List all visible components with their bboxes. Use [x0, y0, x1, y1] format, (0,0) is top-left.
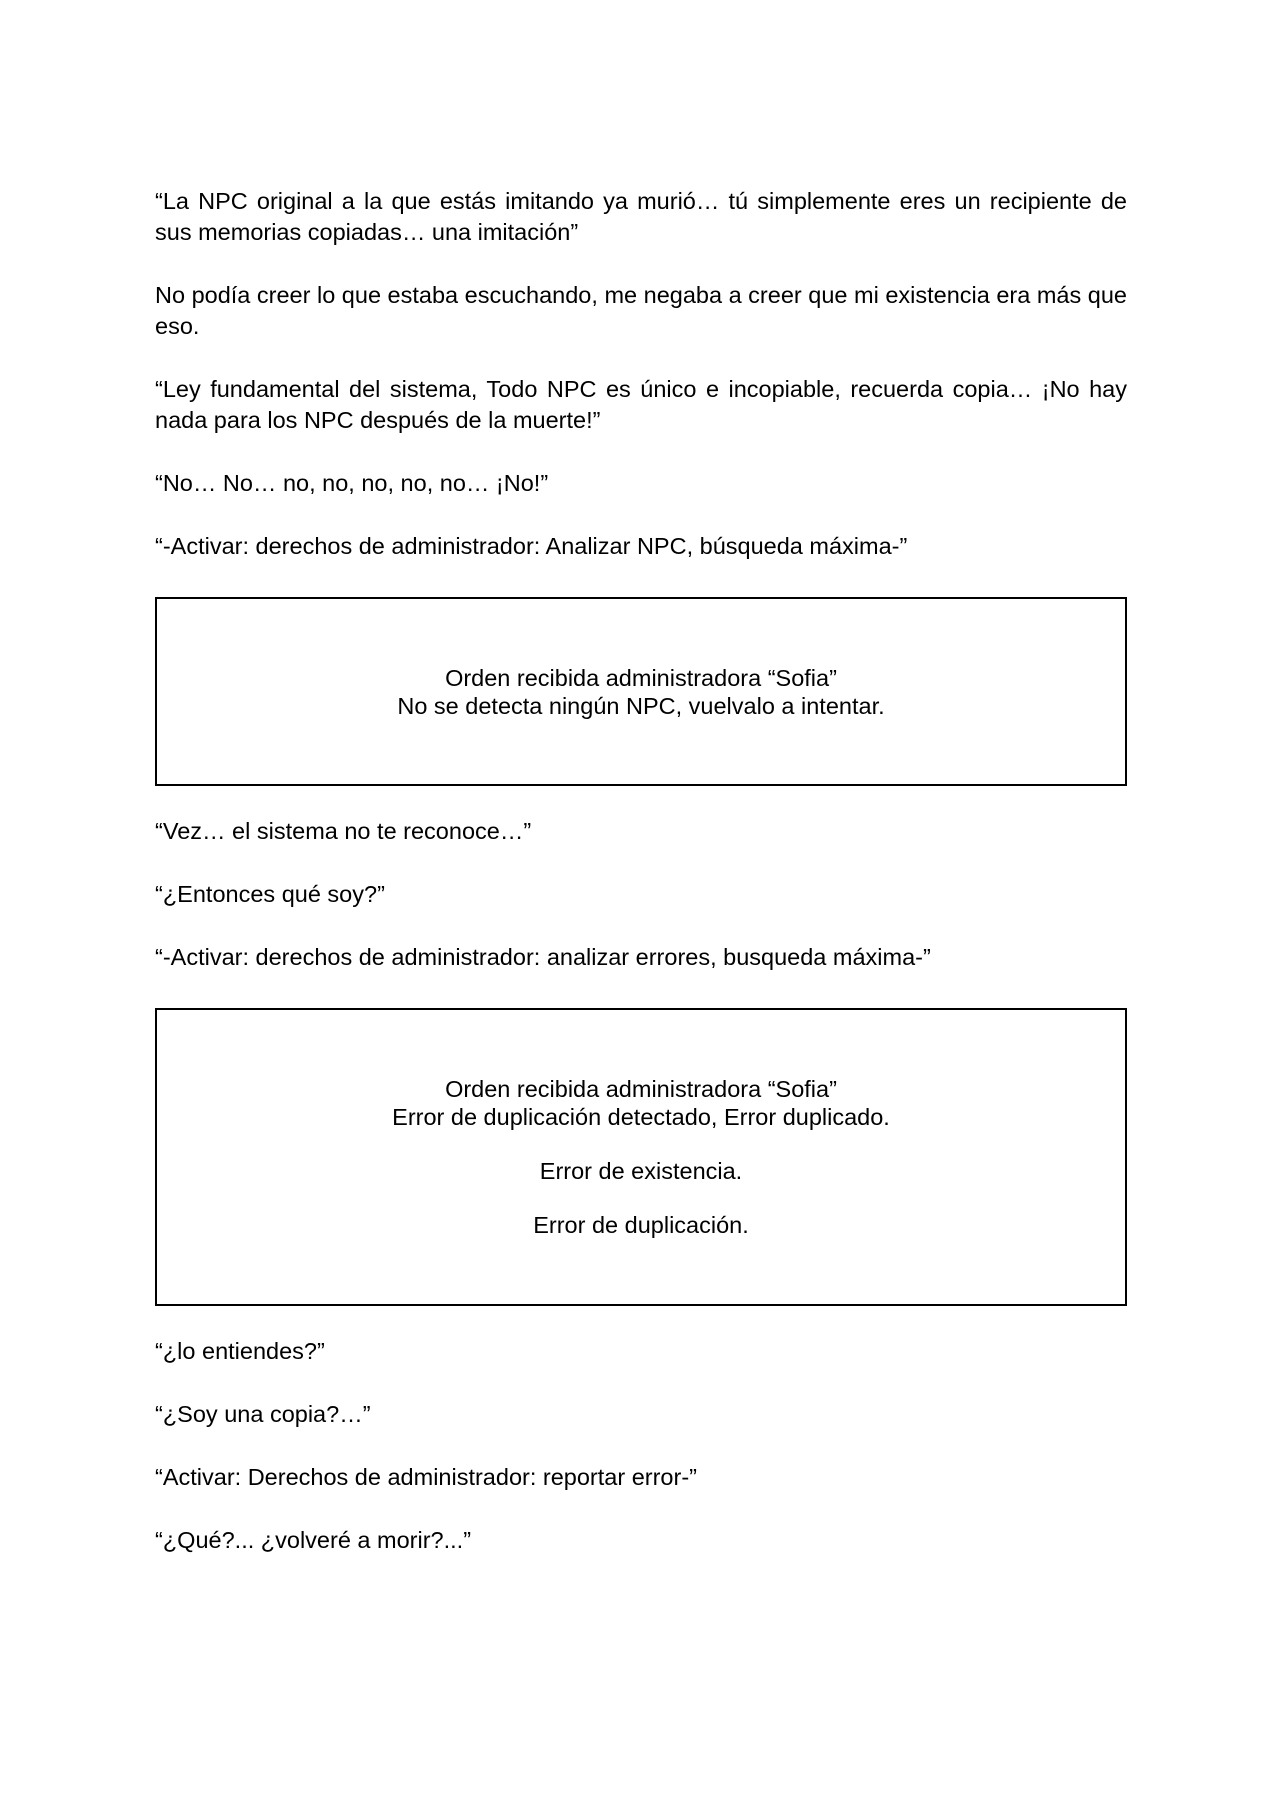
system-message-line: Orden recibida administradora “Sofia” — [445, 664, 837, 691]
dialogue-paragraph: “¿Soy una copia?…” — [155, 1401, 371, 1427]
system-message-box — [155, 597, 1127, 786]
document-page — [155, 186, 1127, 1588]
narration-paragraph: No podía creer lo que estaba escuchando, me negaba a creer que mi existencia era más que eso. — [155, 282, 1127, 339]
system-message-line: No se detecta ningún NPC, vuelvalo a intentar. — [397, 692, 885, 719]
dialogue-paragraph: “Vez… el sistema no te reconoce…” — [155, 818, 532, 844]
dialogue-paragraph: “¿Qué?... ¿volveré a morir?...” — [155, 1527, 472, 1553]
dialogue-paragraph: “Ley fundamental del sistema, Todo NPC es único e incopiable, recuerda copia… ¡No hay nada para los NPC después de la muerte!” — [155, 376, 1127, 433]
dialogue-paragraph: “La NPC original a la que estás imitando ya murió… tú simplemente eres un recipiente de sus memorias copiadas… una imitación” — [155, 188, 1127, 245]
system-message-box — [155, 1008, 1127, 1306]
dialogue-paragraph: “¿Entonces qué soy?” — [155, 881, 385, 907]
system-message-line: Error de duplicación detectado, Error duplicado. — [392, 1104, 890, 1130]
command-paragraph: “Activar: Derechos de administrador: reportar error-” — [155, 1464, 697, 1490]
dialogue-paragraph: “No… No… no, no, no, no, no… ¡No!” — [155, 470, 549, 496]
system-message-line: Error de existencia. — [539, 1158, 743, 1184]
dialogue-paragraph: “¿lo entiendes?” — [155, 1338, 325, 1364]
system-message-line: Error de duplicación. — [533, 1212, 749, 1238]
system-message-line: Orden recibida administradora “Sofia” — [445, 1076, 837, 1102]
command-paragraph: “-Activar: derechos de administrador: analizar errores, busqueda máxima-” — [155, 944, 931, 970]
command-paragraph: “-Activar: derechos de administrador: Analizar NPC, búsqueda máxima-” — [155, 533, 908, 559]
